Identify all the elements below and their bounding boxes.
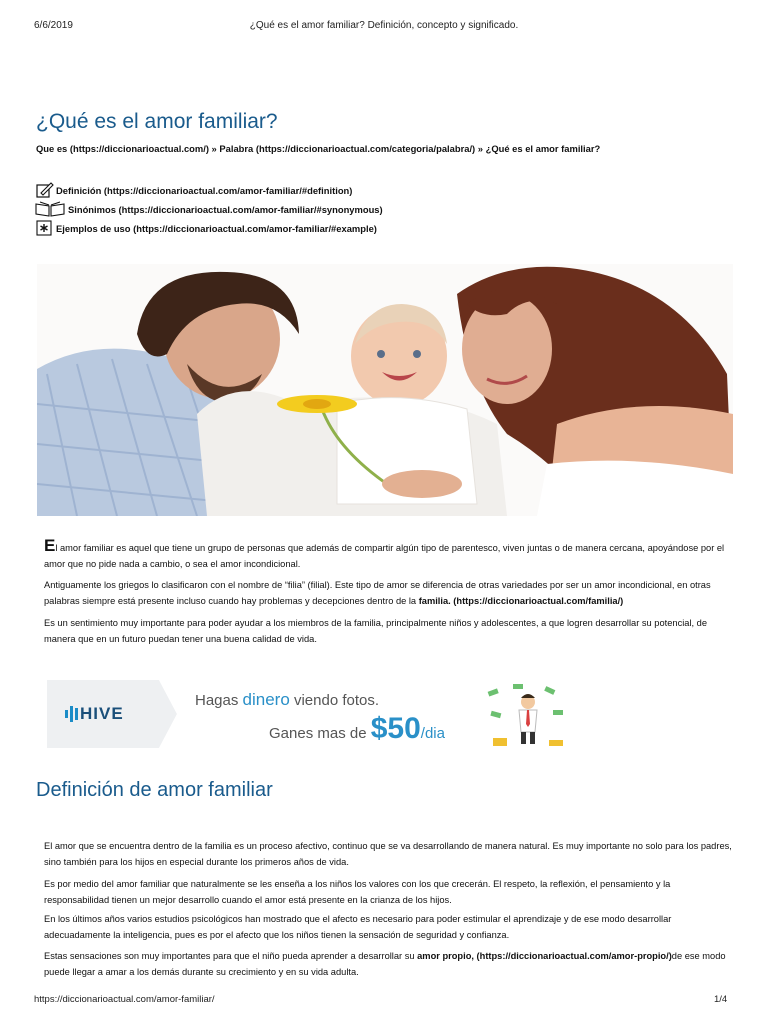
ad-line-2: Ganes mas de $50/dia <box>269 712 445 745</box>
link-definition[interactable] <box>36 182 352 198</box>
print-title: ¿Qué es el amor familiar? Definición, concepto y significado. <box>249 20 519 31</box>
intro-paragraph-1 <box>44 536 734 572</box>
intro-paragraph-2 <box>44 577 734 609</box>
link-examples[interactable] <box>36 220 377 236</box>
asterisk-icon <box>36 220 54 236</box>
family-photo <box>37 264 733 516</box>
intro-paragraph-3: Es un sentimiento muy importante para poder ayudar a los miembros de la familia, principalmente niños y adolescentes, a que logren desarrollar su potencial, de manera que en un futuro puedan tener una buena calidad de vida. <box>44 618 708 644</box>
intro-p2-text: Antiguamente los griegos lo clasificaron con el nombre de “filia” (filial). Este tipo de amor se diferencia de otras variedades por ser un amor incondicional, en otras palabras siempre está presente incluso cuando hay problemas y decepciones dentro de la <box>44 580 711 606</box>
intro-p1-text: l amor familiar es aquel que tiene un grupo de personas que además de compartir algún tipo de parentesco, viven juntas o de manera cercana, apoyándose por el amor que no pide nada a cambio, o sea el amor incondicional. <box>44 543 725 569</box>
ad-line-1: Hagas dinero viendo fotos. <box>195 690 380 709</box>
print-date: 6/6/2019 <box>34 20 73 31</box>
hive-brand: HIVE <box>80 704 124 723</box>
link-synonyms-label: Sinónimos (https://diccionarioactual.com/amor-familiar/#synonymous) <box>68 203 383 215</box>
money-man-illustration <box>483 682 573 748</box>
section-paragraph-4: Estas sensaciones son muy importantes para que el niño pueda aprender a desarrollar su amor propio, (https://diccionarioactual.com/amor-propio/)de ese modo puede llegar a amar a los demás durante su crecimiento y en su vida adulta. <box>44 951 726 977</box>
hive-ad-banner[interactable] <box>47 680 587 748</box>
familia-link[interactable]: familia. (https://diccionarioactual.com/familia/) <box>418 596 624 606</box>
section-heading: Definición de amor familiar <box>36 779 273 801</box>
section-paragraph-1: El amor que se encuentra dentro de la familia es un proceso afectivo, continuo que se va desarrollando de manera natural. Es muy importante no solo para los padres, sino también para los hijos en especial durante los primeros años de vida. <box>44 841 732 867</box>
page-title: ¿Qué es el amor familiar? <box>36 110 278 133</box>
amor-propio-link[interactable]: amor propio, (https://diccionarioactual.com/amor-propio/) <box>417 951 672 961</box>
link-examples-label: Ejemplos de uso (https://diccionarioactual.com/amor-familiar/#example) <box>56 222 377 234</box>
section-paragraph-2: Es por medio del amor familiar que naturalmente se les enseña a los niños los valores con los que crecerán. El respeto, la reflexión, el pensamiento y la responsabilidad tienen un mejor desarrollo cuando el amor está presente en la crianza de los hijos. <box>44 879 671 905</box>
breadcrumb[interactable]: Que es (https://diccionarioactual.com/) » Palabra (https://diccionarioactual.com/categoria/palabra/) » ¿Qué es el amor familiar? <box>36 143 601 154</box>
book-icon <box>34 201 66 217</box>
footer-url: https://diccionarioactual.com/amor-familiar/ <box>34 994 215 1005</box>
link-definition-label: Definición (https://diccionarioactual.com/amor-familiar/#definition) <box>56 184 353 196</box>
section-paragraph-3: En los últimos años varios estudios psicológicos han mostrado que el afecto es necesario para poder estimular el aprendizaje y de ese modo desarrollar adecuadamente la inteligencia, pues es por el afecto que los niños tienen la sensación de seguridad y confianza. <box>44 914 672 940</box>
drop-cap: E <box>44 536 56 555</box>
link-synonyms[interactable] <box>34 201 383 217</box>
pencil-icon <box>36 182 54 198</box>
page-number: 1/4 <box>714 994 728 1005</box>
